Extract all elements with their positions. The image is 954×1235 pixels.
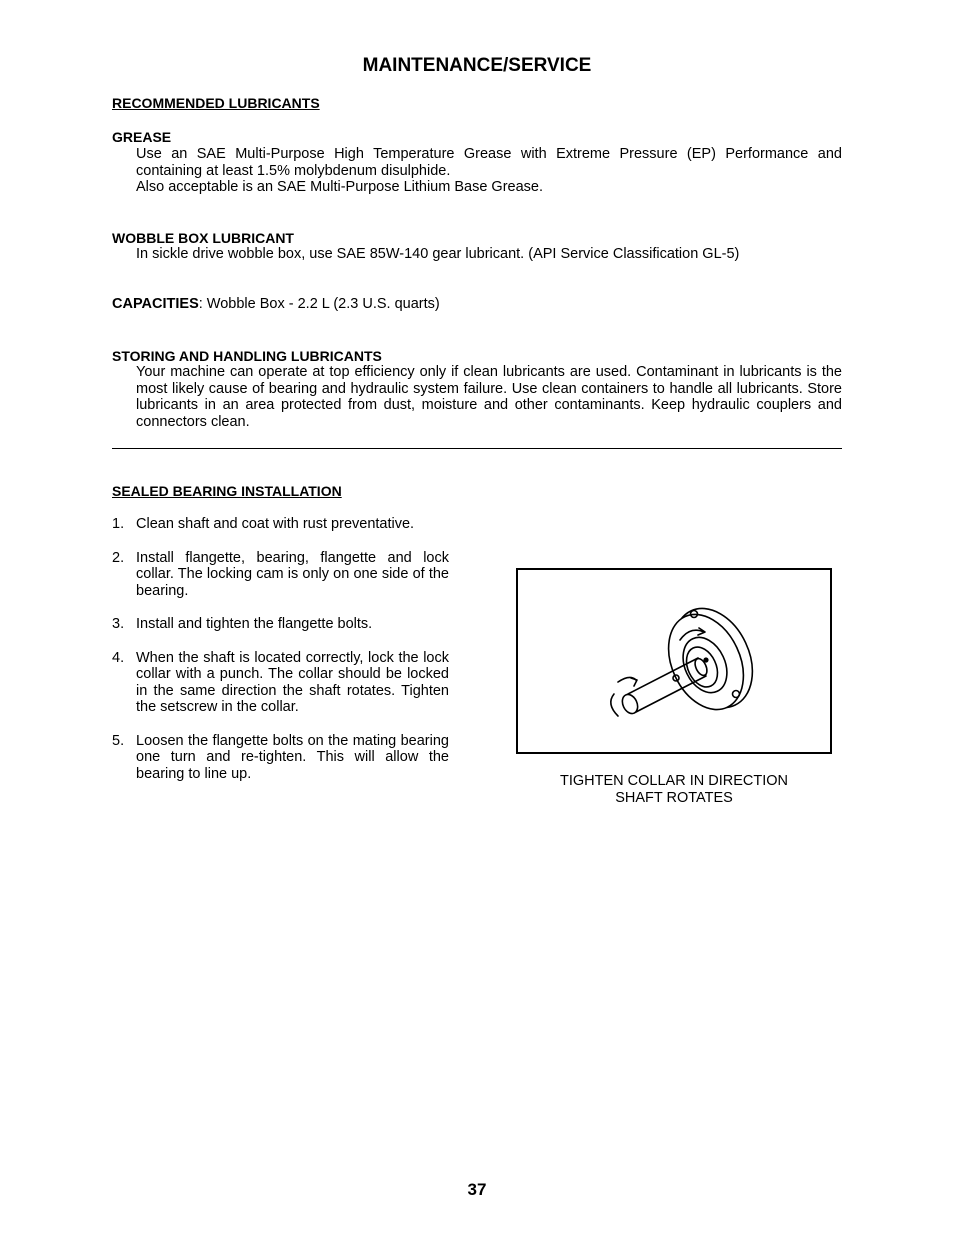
step-item — [112, 516, 449, 533]
wobble-box-heading: WOBBLE BOX LUBRICANT — [112, 230, 294, 246]
storing-heading: STORING AND HANDLING LUBRICANTS — [112, 348, 382, 364]
page-number: 37 — [467, 1180, 487, 1199]
page-title: MAINTENANCE/SERVICE — [362, 55, 592, 76]
step-text: Install and tighten the flangette bolts. — [136, 616, 373, 632]
step-number: 2. — [112, 549, 125, 566]
step-number: 5. — [112, 732, 125, 749]
grease-heading: GREASE — [112, 129, 172, 145]
capacities-label: CAPACITIES — [112, 296, 199, 312]
step-item — [112, 733, 449, 783]
grease-text — [136, 146, 842, 196]
step-item — [112, 616, 449, 633]
step-item — [112, 650, 449, 716]
step-text: When the shaft is located correctly, lock the lock collar with a punch. The collar should be locked in the same direction the shaft rotates. Tighten the setscrew in the collar. — [136, 649, 449, 715]
step-number: 3. — [112, 616, 125, 632]
wobble-box-text: In sickle drive wobble box, use SAE 85W-140 gear lubricant. (API Service Classification GL-5) — [136, 246, 740, 262]
grease-line-1: Use an SAE Multi-Purpose High Temperature Grease with Extreme Pressure (EP) Performance and containing at least 1.5% molybdenum disulphide. — [136, 146, 842, 179]
step-text: Loosen the flangette bolts on the mating bearing one turn and re-tighten. This will allow the bearing to line up. — [136, 732, 449, 782]
recommended-lubricants-heading: RECOMMENDED LUBRICANTS — [112, 95, 320, 111]
figure-caption — [516, 773, 832, 807]
capacities-value: : Wobble Box - 2.2 L (2.3 U.S. quarts) — [198, 296, 440, 312]
figure-caption-line-2: SHAFT ROTATES — [615, 790, 733, 806]
storing-text: Your machine can operate at top efficiency only if clean lubricants are used. Contaminant in lubricants is the most likely cause of bearing and hydraulic system failure. Use clean containers to handle all lubricants. Store lubricants in an area protected from dust, moisture and other contaminants. Keep hydraulic couplers and connectors clean. — [136, 364, 842, 430]
capacities-line — [112, 296, 440, 312]
step-text: Install flangette, bearing, flangette and lock collar. The locking cam is only on one side of the bearing. — [136, 549, 449, 599]
step-number: 1. — [112, 516, 125, 532]
figure-caption-line-1: TIGHTEN COLLAR IN DIRECTION — [560, 773, 788, 789]
step-text: Clean shaft and coat with rust preventative. — [136, 516, 415, 532]
step-number: 4. — [112, 649, 125, 666]
bearing-shaft-illustration — [518, 570, 830, 752]
grease-line-2: Also acceptable is an SAE Multi-Purpose Lithium Base Grease. — [136, 179, 544, 195]
sealed-bearing-heading: SEALED BEARING INSTALLATION — [112, 483, 342, 499]
step-item — [112, 550, 449, 600]
installation-steps — [112, 516, 449, 799]
bearing-figure — [516, 568, 832, 754]
section-divider — [112, 448, 842, 449]
